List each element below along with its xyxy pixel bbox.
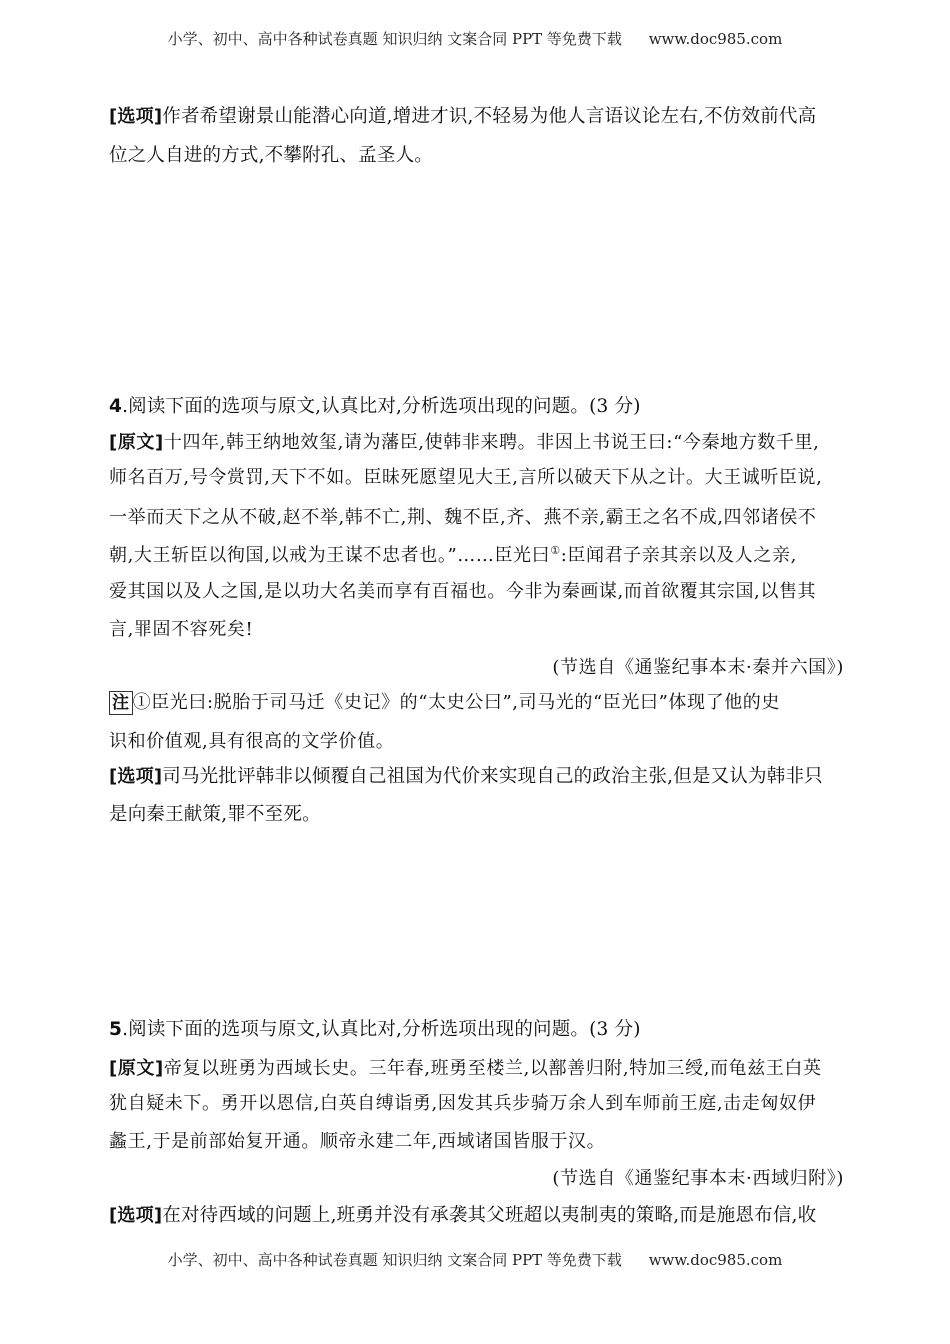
q4-original-line-1: [原文]十四年,韩王纳地效玺,请为藩臣,使韩非来聘。非因上书说王曰:“今秦地方数千里, <box>109 432 820 453</box>
q5-original-line-3: 蠡王,于是前部始复开通。顺帝永建二年,西域诸国皆服于汉。 <box>109 1131 606 1152</box>
q4-original-line-4: 朝,大王斩臣以徇国,以戒为王谋不忠者也。”……臣光曰①:臣闻君子亲其亲以及人之亲, <box>109 544 797 566</box>
page-header <box>0 28 950 49</box>
q4-number: 4 <box>109 396 123 417</box>
q3-option-line-1: [选项]作者希望谢景山能潜心向道,增进才识,不轻易为他人言语议论左右,不仿效前代高 <box>109 106 817 127</box>
footer-text: 小学、初中、高中各种试卷真题 知识归纳 文案合同 PPT 等免费下载 <box>167 1251 622 1269</box>
q4-original-line-3: 一举而天下之从不破,赵不举,韩不亡,荆、魏不臣,齐、燕不亲,霸王之名不成,四邻诸侯不 <box>109 507 817 528</box>
q4-original-line-5: 爱其国以及人之国,是以功大名美而享有百福也。今非为秦画谋,而首欲覆其宗国,以售其 <box>109 581 817 602</box>
q4-original-tag: [原文] <box>109 432 164 453</box>
footnote-mark: ① <box>550 544 561 557</box>
q3-option-line-2: 位之人自进的方式,不攀附孔、孟圣人。 <box>109 145 433 166</box>
q4-note-line-2: 识和价值观,具有很高的文学价值。 <box>109 731 395 752</box>
q5-original-line-1: [原文]帝复以班勇为西域长史。三年春,班勇至楼兰,以鄯善归附,特加三绶,而龟兹王白英 <box>109 1058 822 1079</box>
q5-option-line-1: [选项]在对待西域的问题上,班勇并没有承袭其父班超以夷制夷的策略,而是施恩布信,收 <box>109 1205 817 1226</box>
q5-source: (节选自《通鉴纪事本末·西域归附》) <box>552 1168 844 1189</box>
q4-option-line-2: 是向秦王献策,罪不至死。 <box>109 804 321 825</box>
q4-option-tag: [选项] <box>109 766 163 787</box>
q4-option-line-1: [选项]司马光批评韩非以倾覆自己祖国为代价来实现自己的政治主张,但是又认为韩非只 <box>109 766 823 787</box>
note-label: 注 <box>109 691 133 715</box>
q4-note-line-1: 注 ①臣光曰:脱胎于司马迁《史记》的“太史公曰”,司马光的“臣光曰”体现了他的史 <box>109 688 844 715</box>
q5-prompt: 5.阅读下面的选项与原文,认真比对,分析选项出现的问题。(3 分) <box>109 1019 641 1040</box>
q4-source: (节选自《通鉴纪事本末·秦并六国》) <box>552 657 844 678</box>
header-text: 小学、初中、高中各种试卷真题 知识归纳 文案合同 PPT 等免费下载 <box>167 30 622 48</box>
q5-original-tag: [原文] <box>109 1058 164 1079</box>
footer-url[interactable]: www.doc985.com <box>648 1251 783 1269</box>
q4-original-line-2: 师名百万,号令赏罚,天下不如。臣昧死愿望见大王,言所以破天下从之计。大王诚听臣说, <box>109 467 823 488</box>
q4-prompt: 4.阅读下面的选项与原文,认真比对,分析选项出现的问题。(3 分) <box>109 396 641 417</box>
header-url[interactable]: www.doc985.com <box>648 30 783 48</box>
q3-option-tag: [选项] <box>109 106 163 127</box>
q5-original-line-2: 犹自疑未下。勇开以恩信,白英自缚诣勇,因发其兵步骑万余人到车师前王庭,击走匈奴伊 <box>109 1093 817 1114</box>
page-footer <box>0 1249 950 1270</box>
q4-original-line-6: 言,罪固不容死矣! <box>109 619 254 640</box>
q5-option-tag: [选项] <box>109 1205 163 1226</box>
q5-number: 5 <box>109 1019 123 1040</box>
